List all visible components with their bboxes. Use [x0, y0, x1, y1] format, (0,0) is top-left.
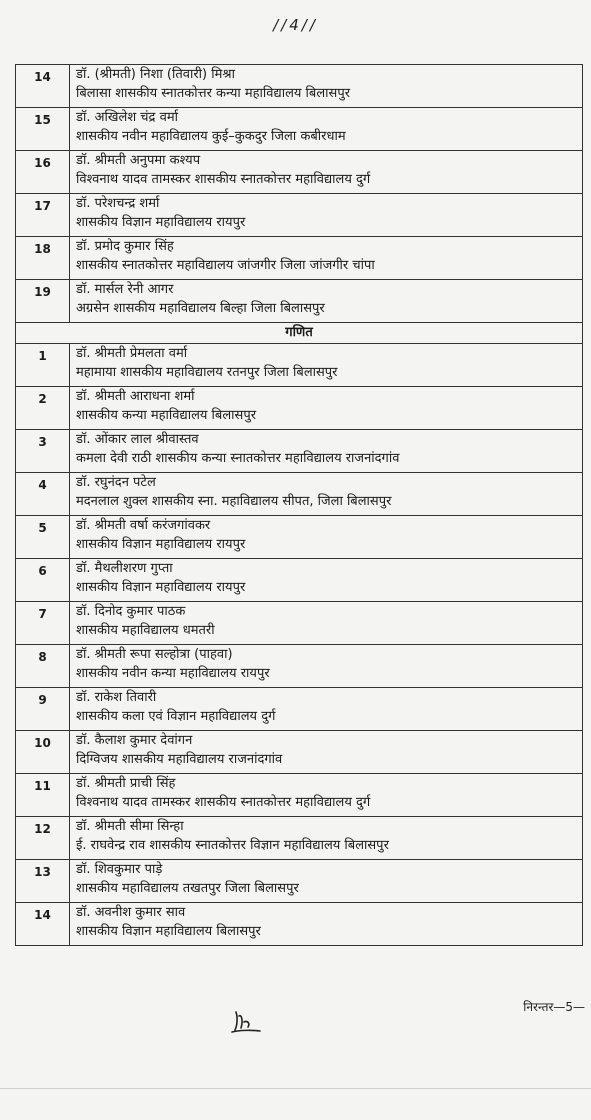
person-name: डॉ. श्रीमती अनुपमा कश्यप: [76, 153, 201, 168]
college-name: शासकीय कला एवं विज्ञान महाविद्यालय दुर्ग: [76, 709, 276, 724]
entry-cell: [70, 280, 583, 323]
serial-number: 12: [16, 817, 70, 860]
table-row: [16, 903, 583, 946]
person-name: डॉ. श्रीमती प्राची सिंह: [76, 776, 176, 791]
person-name: डॉ. राकेश तिवारी: [76, 690, 157, 705]
person-name: डॉ. प्रमोद कुमार सिंह: [76, 239, 174, 254]
page-bottom-edge: [0, 1088, 591, 1089]
entry-cell: [70, 602, 583, 645]
table-row: [16, 774, 583, 817]
serial-number: 4: [16, 473, 70, 516]
person-name: डॉ. मैथलीशरण गुप्ता: [76, 561, 173, 576]
entry-cell: [70, 860, 583, 903]
person-name: डॉ. श्रीमती सीमा सिन्हा: [76, 819, 184, 834]
entry-cell: [70, 688, 583, 731]
entry-cell: [70, 473, 583, 516]
person-name: डॉ. श्रीमती प्रेमलता वर्मा: [76, 346, 188, 361]
college-name: शासकीय विज्ञान महाविद्यालय रायपुर: [76, 537, 246, 552]
signature-mark: [228, 1008, 264, 1036]
college-name: शासकीय विज्ञान महाविद्यालय बिलासपुर: [76, 924, 261, 939]
entry-cell: [70, 559, 583, 602]
section-heading-row: [16, 323, 583, 344]
table-row: [16, 108, 583, 151]
table-row: [16, 280, 583, 323]
college-name: शासकीय कन्या महाविद्यालय बिलासपुर: [76, 408, 257, 423]
table-section-heading-group: [16, 323, 583, 344]
serial-number: 14: [16, 65, 70, 108]
college-name: शासकीय विज्ञान महाविद्यालय रायपुर: [76, 580, 246, 595]
table-row: [16, 344, 583, 387]
college-name: शासकीय स्नातकोत्तर महाविद्यालय जांजगीर जिला जांजगीर चांपा: [76, 258, 375, 273]
serial-number: 17: [16, 194, 70, 237]
serial-number: 3: [16, 430, 70, 473]
table-row: [16, 516, 583, 559]
table-row: [16, 602, 583, 645]
college-name: शासकीय महाविद्यालय धमतरी: [76, 623, 215, 638]
entry-cell: [70, 65, 583, 108]
serial-number: 2: [16, 387, 70, 430]
faculty-list-table: [15, 64, 583, 946]
serial-number: 9: [16, 688, 70, 731]
table-row: [16, 387, 583, 430]
table-row: [16, 430, 583, 473]
table-section-top: [16, 65, 583, 323]
person-name: डॉ. परेशचन्द्र शर्मा: [76, 196, 160, 211]
entry-cell: [70, 516, 583, 559]
person-name: डॉ. कैलाश कुमार देवांगन: [76, 733, 193, 748]
college-name: अग्रसेन शासकीय महाविद्यालय बिल्हा जिला बिलासपुर: [76, 301, 325, 316]
entry-cell: [70, 774, 583, 817]
college-name: शासकीय नवीन कन्या महाविद्यालय रायपुर: [76, 666, 270, 681]
serial-number: 10: [16, 731, 70, 774]
college-name: ई. राघवेन्द्र राव शासकीय स्नातकोत्तर विज्ञान महाविद्यालय बिलासपुर: [76, 838, 389, 853]
college-name: शासकीय महाविद्यालय तखतपुर जिला बिलासपुर: [76, 881, 299, 896]
entry-cell: [70, 645, 583, 688]
table-row: [16, 860, 583, 903]
table-row: [16, 151, 583, 194]
table-row: [16, 65, 583, 108]
serial-number: 6: [16, 559, 70, 602]
serial-number: 18: [16, 237, 70, 280]
person-name: डॉ. (श्रीमती) निशा (तिवारी) मिश्रा: [76, 67, 235, 82]
serial-number: 13: [16, 860, 70, 903]
page-number: //4//: [273, 16, 318, 34]
college-name: मदनलाल शुक्ल शासकीय स्ना. महाविद्यालय सीपत, जिला बिलासपुर: [76, 494, 392, 509]
entry-cell: [70, 731, 583, 774]
person-name: डॉ. अखिलेश चंद्र वर्मा: [76, 110, 178, 125]
table-section-math: [16, 344, 583, 946]
entry-cell: [70, 344, 583, 387]
table-row: [16, 688, 583, 731]
entry-cell: [70, 194, 583, 237]
entry-cell: [70, 151, 583, 194]
serial-number: 11: [16, 774, 70, 817]
college-name: बिलासा शासकीय स्नातकोत्तर कन्या महाविद्यालय बिलासपुर: [76, 86, 351, 101]
section-heading: गणित: [16, 323, 583, 344]
continued-label: निरन्तर—5—: [523, 1000, 585, 1014]
serial-number: 16: [16, 151, 70, 194]
college-name: कमला देवी राठी शासकीय कन्या स्नातकोत्तर महाविद्यालय राजनांदगांव: [76, 451, 400, 466]
serial-number: 8: [16, 645, 70, 688]
person-name: डॉ. रघुनंदन पटेल: [76, 475, 156, 490]
college-name: दिग्विजय शासकीय महाविद्यालय राजनांदगांव: [76, 752, 283, 767]
table-row: [16, 194, 583, 237]
table-row: [16, 559, 583, 602]
entry-cell: [70, 237, 583, 280]
person-name: डॉ. श्रीमती वर्षा करंजगांवकर: [76, 518, 211, 533]
serial-number: 1: [16, 344, 70, 387]
serial-number: 7: [16, 602, 70, 645]
college-name: शासकीय विज्ञान महाविद्यालय रायपुर: [76, 215, 246, 230]
table-row: [16, 237, 583, 280]
college-name: विश्वनाथ यादव तामस्कर शासकीय स्नातकोत्तर महाविद्यालय दुर्ग: [76, 795, 371, 810]
table-row: [16, 645, 583, 688]
person-name: डॉ. शिवकुमार पाड़े: [76, 862, 163, 877]
table-row: [16, 473, 583, 516]
entry-cell: [70, 817, 583, 860]
serial-number: 14: [16, 903, 70, 946]
person-name: डॉ. श्रीमती रूपा सल्होत्रा (पाहवा): [76, 647, 233, 662]
person-name: डॉ. श्रीमती आराधना शर्मा: [76, 389, 195, 404]
person-name: डॉ. अवनीश कुमार साव: [76, 905, 186, 920]
entry-cell: [70, 903, 583, 946]
college-name: महामाया शासकीय महाविद्यालय रतनपुर जिला बिलासपुर: [76, 365, 338, 380]
person-name: डॉ. मार्सल रेनी आगर: [76, 282, 174, 297]
entry-cell: [70, 387, 583, 430]
entry-cell: [70, 108, 583, 151]
entry-cell: [70, 430, 583, 473]
college-name: विश्वनाथ यादव तामस्कर शासकीय स्नातकोत्तर महाविद्यालय दुर्ग: [76, 172, 371, 187]
college-name: शासकीय नवीन महाविद्यालय कुई–कुकदुर जिला कबीरधाम: [76, 129, 346, 144]
serial-number: 15: [16, 108, 70, 151]
person-name: डॉ. दिनोद कुमार पाठक: [76, 604, 186, 619]
serial-number: 5: [16, 516, 70, 559]
person-name: डॉ. ओंकार लाल श्रीवास्तव: [76, 432, 199, 447]
table-row: [16, 731, 583, 774]
table-row: [16, 817, 583, 860]
serial-number: 19: [16, 280, 70, 323]
